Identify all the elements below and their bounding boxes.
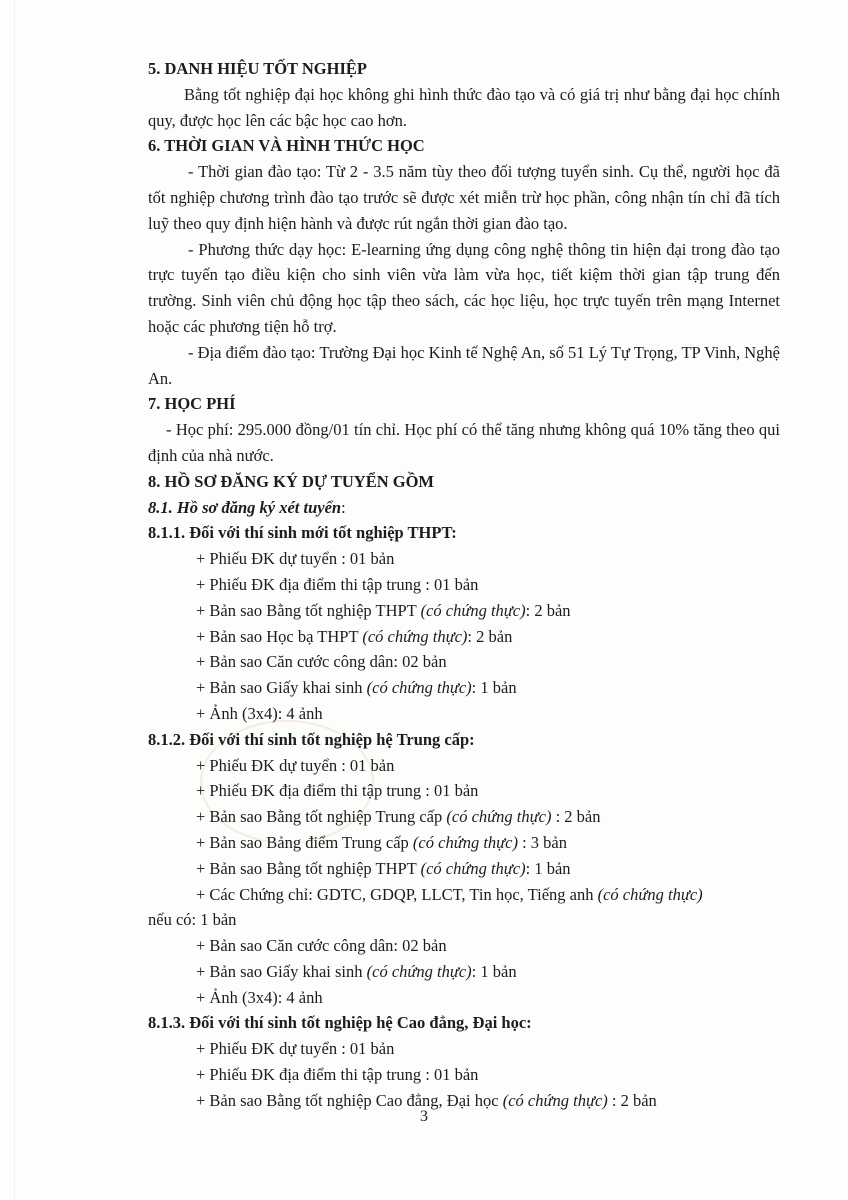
section-6-heading: 6. THỜI GIAN VÀ HÌNH THỨC HỌC: [148, 136, 425, 156]
item-tail: : 2 bản: [607, 1090, 657, 1110]
scan-edge: [14, 0, 15, 1200]
item-text: + Bản sao Giấy khai sinh: [196, 961, 367, 981]
item-note: (có chứng thực): [366, 678, 472, 698]
list-item: [148, 572, 780, 598]
item-text: + Bản sao Bằng tốt nghiệp THPT: [196, 858, 421, 878]
item-text: + Phiếu ĐK dự tuyển : 01 bản: [196, 1039, 395, 1059]
list-item: [148, 778, 780, 804]
group-1-heading: 8.1.1. Đối với thí sinh mới tốt nghiệp THPT:: [148, 523, 457, 543]
item-tail: : 2 bản: [467, 626, 513, 646]
list-item: [148, 598, 780, 624]
item-tail: : 1 bản: [471, 678, 517, 698]
list-item: [148, 830, 780, 856]
group-1-list: [148, 546, 780, 727]
group-3-heading: 8.1.3. Đối với thí sinh tốt nghiệp hệ Cao đẳng, Đại học:: [148, 1013, 532, 1033]
group-2-list-continued: [148, 933, 780, 1010]
list-item: [148, 804, 780, 830]
list-item: [148, 546, 780, 572]
item-text: + Phiếu ĐK địa điểm thi tập trung : 01 bản: [196, 1065, 479, 1085]
certificates-text: + Các Chứng chỉ: GDTC, GDQP, LLCT, Tin học, Tiếng anh: [196, 884, 598, 904]
group-2-list: [148, 753, 780, 882]
item-note: (có chứng thực): [366, 961, 472, 981]
item-tail: : 1 bản: [471, 961, 517, 981]
list-item: [148, 933, 780, 959]
list-item: [148, 856, 780, 882]
item-text: + Bản sao Bằng tốt nghiệp Cao đẳng, Đại học: [196, 1090, 503, 1110]
item-text: + Ảnh (3x4): 4 ảnh: [196, 703, 323, 723]
section-8-1-colon: :: [341, 497, 346, 517]
item-tail: : 2 bản: [525, 600, 571, 620]
item-text: + Bản sao Bằng tốt nghiệp Trung cấp: [196, 807, 447, 827]
item-note: (có chứng thực): [446, 807, 552, 827]
section-5-heading: 5. DANH HIỆU TỐT NGHIỆP: [148, 59, 367, 78]
item-note: (có chứng thực): [420, 858, 526, 878]
section-7-text: - Học phí: 295.000 đồng/01 tín chỉ. Học phí có thể tăng nhưng không quá 10% tăng theo qui định của nhà nước.: [148, 420, 780, 465]
list-item: [148, 753, 780, 779]
item-note: (có chứng thực): [420, 600, 526, 620]
time-label: - Thời gian đào tạo:: [188, 162, 322, 182]
group-2-heading: 8.1.2. Đối với thí sinh tốt nghiệp hệ Trung cấp:: [148, 729, 475, 749]
list-item: [148, 985, 780, 1011]
certificates-note: (có chứng thực): [597, 884, 703, 904]
item-note: (có chứng thực): [502, 1090, 608, 1110]
list-item: [148, 959, 780, 985]
item-text: + Phiếu ĐK địa điểm thi tập trung : 01 bản: [196, 781, 479, 801]
item-text: + Phiếu ĐK địa điểm thi tập trung : 01 bản: [196, 574, 479, 594]
item-text: + Phiếu ĐK dự tuyển : 01 bản: [196, 755, 395, 775]
time-text: Từ 2 - 3.5 năm tùy theo đối tượng tuyển sinh. Cụ thể, người học đã tốt nghiệp chương trình đào tạo trước sẽ được xét miễn trừ học phần, công nhận tín chỉ đã tích luỹ theo quy định hiện hành và được rút ngắn thời gian đào tạo.: [148, 162, 781, 233]
item-note: (có chứng thực): [362, 626, 468, 646]
item-text: + Ảnh (3x4): 4 ảnh: [196, 987, 323, 1007]
section-7-heading: 7. HỌC PHÍ: [148, 394, 236, 414]
list-item: [148, 1036, 780, 1062]
list-item: [148, 701, 780, 727]
list-item: [148, 675, 780, 701]
item-tail: : 2 bản: [551, 807, 601, 827]
group-2-certificates-tail: nếu có: 1 bản: [148, 910, 237, 930]
list-item: [148, 1062, 780, 1088]
page-number: 3: [420, 1108, 428, 1125]
section-6-paragraph-method: - Phương thức dạy học: E-learning ứng dụng công nghệ thông tin hiện đại trong đào tạo trực tuyến tạo điều kiện cho sinh viên vừa làm vừa học, tiết kiệm thời gian tập trung đến trường. Sinh viên chủ động học tập theo sách, các học liệu, học trực tuyến trên mạng Internet hoặc các phương tiện hỗ trợ.: [148, 239, 780, 336]
group-3-list: [148, 1036, 780, 1113]
section-6-paragraph-time: [148, 159, 780, 236]
section-6-paragraph-location: - Địa điểm đào tạo: Trường Đại học Kinh tế Nghệ An, số 51 Lý Tự Trọng, TP Vinh, Nghệ An.: [148, 342, 780, 388]
item-text: + Bản sao Bảng điểm Trung cấp: [196, 832, 413, 852]
item-text: + Bản sao Bằng tốt nghiệp THPT: [196, 600, 421, 620]
section-8-1-heading: [148, 495, 780, 521]
item-text: + Bản sao Giấy khai sinh: [196, 678, 367, 698]
page-content: [148, 56, 780, 1114]
group-2-certificates-item: [148, 882, 780, 908]
item-tail: : 1 bản: [525, 858, 571, 878]
item-note: (có chứng thực): [412, 832, 518, 852]
section-8-heading: 8. HỒ SƠ ĐĂNG KÝ DỰ TUYỂN GỒM: [148, 471, 435, 491]
item-text: + Bản sao Học bạ THPT: [196, 626, 363, 646]
item-text: + Bản sao Căn cước công dân: 02 bản: [196, 652, 447, 672]
item-text: + Bản sao Căn cước công dân: 02 bản: [196, 936, 447, 956]
list-item: [148, 649, 780, 675]
section-5-text: Bằng tốt nghiệp đại học không ghi hình thức đào tạo và có giá trị như bằng đại học chính quy, được học lên các bậc học cao hơn.: [148, 84, 780, 130]
list-item: [148, 624, 780, 650]
item-tail: : 3 bản: [517, 832, 568, 852]
section-8-1-title: 8.1. Hồ sơ đăng ký xét tuyển: [148, 497, 342, 517]
item-text: + Phiếu ĐK dự tuyển : 01 bản: [196, 549, 395, 569]
